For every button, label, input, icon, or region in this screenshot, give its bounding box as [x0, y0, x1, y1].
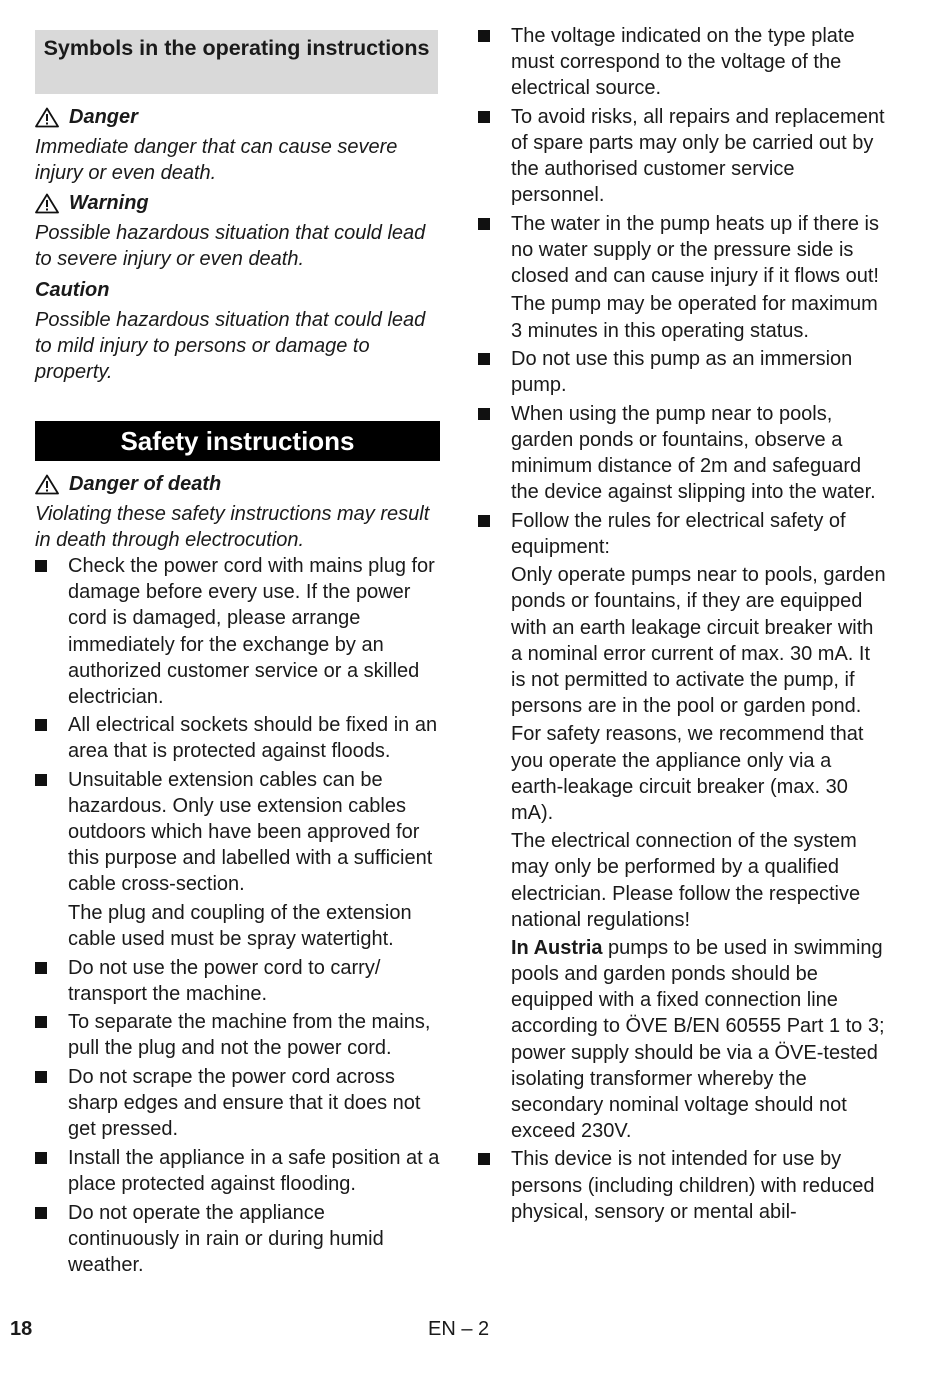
austria-paragraph: [511, 935, 888, 1144]
austria-text: pumps to be used in swimming pools and garden ponds should be equipped with a fixed connection line according to ÖVE B/EN 60555 Part 1 to 3; power supply should be via a ÖVE-tested isolating transformer whereby the secondary nominal voltage should not exceed 230V.: [511, 937, 885, 1142]
danger-of-death-label-row: [35, 471, 440, 497]
list-item: Install the appliance in a safe position at a place protected against flooding.: [35, 1145, 440, 1197]
caution-label: Caution: [35, 278, 110, 301]
language-page-label: EN – 2: [428, 1318, 490, 1340]
symbols-list: [35, 104, 440, 385]
danger-of-death-label: Danger of death: [69, 473, 222, 495]
safety-heading: Safety instructions: [35, 421, 440, 461]
list-item-extra: For safety reasons, we recommend that you operate the appliance only via a earth-leakage circuit breaker (max. 30 mA).: [511, 723, 864, 824]
right-bullet-list: [478, 23, 888, 1225]
danger-of-death-text: Violating these safety instructions may result in death through electrocution.: [35, 503, 430, 552]
safety-right-column: [478, 23, 888, 1227]
list-item-extra: The plug and coupling of the extension cable used must be spray watertight.: [68, 902, 412, 951]
warning-triangle-icon: [35, 193, 59, 214]
safety-left-column: [35, 471, 440, 1280]
list-item: The water in the pump heats up if there is no water supply or the pressure side is closed and can cause injury if it flows out! The pump may be operated for maximum 3 minutes in this operating status.: [478, 211, 888, 344]
warning-label: Warning: [69, 192, 149, 215]
list-item-extra: Only operate pumps near to pools, garden ponds or fountains, if they are equipped with an earth leakage circuit breaker with a nominal error current of max. 30 mA. It is not permitted to activate the pump, if persons are in the pool or garden pond.: [511, 564, 886, 717]
danger-label: Danger: [69, 106, 138, 128]
page-number: 18: [10, 1318, 33, 1340]
list-item: Check the power cord with mains plug for damage before every use. If the power cord is damaged, please arrange immediately for the exchange by an authorized customer service or a skilled electrician.: [35, 553, 440, 710]
list-item: When using the pump near to pools, garden ponds or fountains, observe a minimum distance of 2m and safeguard the device against slipping into the water.: [478, 401, 888, 505]
warning-description: Possible hazardous situation that could lead to severe injury or even death.: [35, 222, 426, 271]
danger-entry-label-row: [35, 104, 440, 130]
list-item: Do not use the power cord to carry/ transport the machine.: [35, 955, 440, 1007]
list-item: To separate the machine from the mains, pull the plug and not the power cord.: [35, 1009, 440, 1061]
list-item-extra: The pump may be operated for maximum 3 minutes in this operating status.: [511, 293, 878, 342]
list-item: Follow the rules for electrical safety of equipment: Only operate pumps near to pools, garden ponds or fountains, if they are equipped with an earth leakage circuit breaker with a nominal error current of max. 30 mA. It is not permitted to activate the pump, if persons are in the pool or garden pond. For safety reasons, we recommend that you operate the appliance only via a earth-leakage circuit breaker (max. 30 mA). The electrical connection of the system may only be performed by a qualified electrician. Please follow the respective national regulations! In Austria pumps to be used in swimming pools and garden ponds should be equipped with a fixed connection line according to ÖVE B/EN 60555 Part 1 to 3; power supply should be via a ÖVE-tested isolating transformer whereby the secondary nominal voltage should not exceed 230V.: [478, 508, 888, 1144]
list-item: Do not scrape the power cord across sharp edges and ensure that it does not get pressed.: [35, 1064, 440, 1142]
list-item: Do not use this pump as an immersion pump.: [478, 346, 888, 398]
caution-description: Possible hazardous situation that could lead to mild injury to persons or damage to property.: [35, 308, 426, 383]
list-item: This device is not intended for use by persons (including children) with reduced physical, sensory or mental abil-: [478, 1146, 888, 1224]
list-item: Do not operate the appliance continuously in rain or during humid weather.: [35, 1200, 440, 1278]
symbols-heading: Symbols in the operating instructions: [35, 30, 438, 94]
list-item-extra: The electrical connection of the system may only be performed by a qualified electrician. Please follow the respective national regulations!: [511, 830, 861, 931]
list-item: All electrical sockets should be fixed in an area that is protected against floods.: [35, 712, 440, 764]
danger-description: Immediate danger that can cause severe injury or even death.: [35, 136, 398, 185]
list-item: To avoid risks, all repairs and replacement of spare parts may only be carried out by the authorised customer service personnel.: [478, 104, 888, 208]
warning-triangle-icon: [35, 107, 59, 128]
warning-entry-label-row: [35, 190, 440, 216]
left-bullet-list: [35, 553, 440, 1278]
warning-triangle-icon: [35, 474, 59, 495]
list-item: The voltage indicated on the type plate must correspond to the voltage of the electrical source.: [478, 23, 888, 101]
list-item: Unsuitable extension cables can be hazardous. Only use extension cables outdoors which have been approved for this purpose and labelled with a sufficient cable cross-section. The plug and coupling of the extension cable used must be spray watertight.: [35, 767, 440, 952]
austria-bold: In Austria: [511, 937, 603, 960]
